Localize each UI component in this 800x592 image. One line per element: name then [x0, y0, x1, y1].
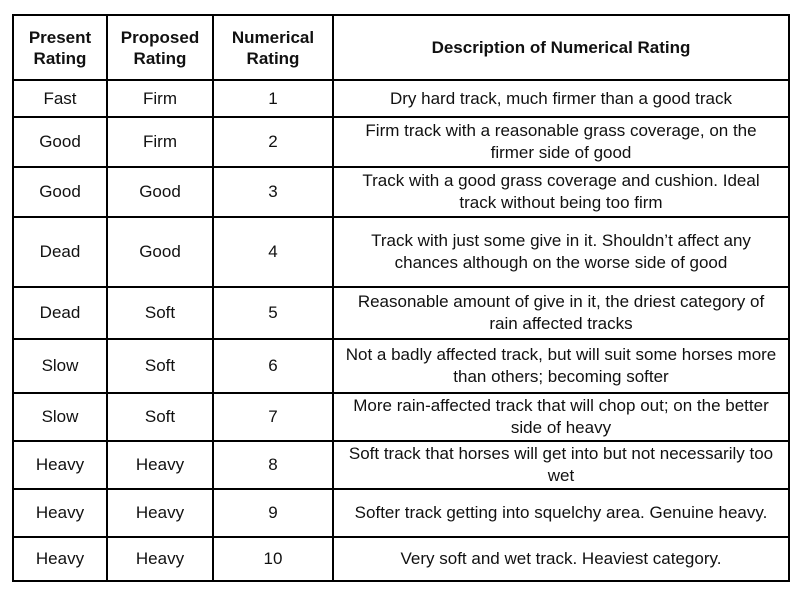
- track-rating-table: [12, 14, 790, 582]
- present-rating-cell: Good: [13, 117, 107, 167]
- description-cell: Very soft and wet track. Heaviest category.: [333, 537, 789, 581]
- table-row: [13, 167, 789, 217]
- table-row: [13, 393, 789, 441]
- table-row: [13, 117, 789, 167]
- numerical-rating-cell: 7: [213, 393, 333, 441]
- proposed-rating-cell: Heavy: [107, 441, 213, 489]
- proposed-rating-cell: Soft: [107, 393, 213, 441]
- description-cell: Track with just some give in it. Shouldn’t affect any chances although on the worse side of good: [333, 217, 789, 287]
- present-rating-cell: Dead: [13, 287, 107, 339]
- header-proposed-rating: Proposed Rating: [107, 15, 213, 80]
- present-rating-cell: Slow: [13, 339, 107, 393]
- numerical-rating-cell: 5: [213, 287, 333, 339]
- numerical-rating-cell: 8: [213, 441, 333, 489]
- numerical-rating-cell: 10: [213, 537, 333, 581]
- description-cell: Not a badly affected track, but will suit some horses more than others; becoming softer: [333, 339, 789, 393]
- numerical-rating-cell: 4: [213, 217, 333, 287]
- description-cell: Softer track getting into squelchy area. Genuine heavy.: [333, 489, 789, 537]
- proposed-rating-cell: Good: [107, 167, 213, 217]
- proposed-rating-cell: Soft: [107, 287, 213, 339]
- present-rating-cell: Good: [13, 167, 107, 217]
- numerical-rating-cell: 3: [213, 167, 333, 217]
- table-row: [13, 537, 789, 581]
- numerical-rating-cell: 6: [213, 339, 333, 393]
- present-rating-cell: Dead: [13, 217, 107, 287]
- proposed-rating-cell: Soft: [107, 339, 213, 393]
- description-cell: Track with a good grass coverage and cushion. Ideal track without being too firm: [333, 167, 789, 217]
- header-description: Description of Numerical Rating: [333, 15, 789, 80]
- table-row: [13, 339, 789, 393]
- proposed-rating-cell: Heavy: [107, 489, 213, 537]
- numerical-rating-cell: 9: [213, 489, 333, 537]
- present-rating-cell: Slow: [13, 393, 107, 441]
- table-row: [13, 80, 789, 117]
- description-cell: More rain-affected track that will chop out; on the better side of heavy: [333, 393, 789, 441]
- proposed-rating-cell: Heavy: [107, 537, 213, 581]
- description-cell: Reasonable amount of give in it, the driest category of rain affected tracks: [333, 287, 789, 339]
- description-cell: Firm track with a reasonable grass coverage, on the firmer side of good: [333, 117, 789, 167]
- numerical-rating-cell: 1: [213, 80, 333, 117]
- present-rating-cell: Heavy: [13, 441, 107, 489]
- proposed-rating-cell: Firm: [107, 117, 213, 167]
- description-cell: Soft track that horses will get into but not necessarily too wet: [333, 441, 789, 489]
- present-rating-cell: Fast: [13, 80, 107, 117]
- description-cell: Dry hard track, much firmer than a good track: [333, 80, 789, 117]
- header-present-rating: Present Rating: [13, 15, 107, 80]
- header-row: [13, 15, 789, 80]
- header-numerical-rating: Numerical Rating: [213, 15, 333, 80]
- table-row: [13, 441, 789, 489]
- table-row: [13, 287, 789, 339]
- table-row: [13, 217, 789, 287]
- proposed-rating-cell: Firm: [107, 80, 213, 117]
- proposed-rating-cell: Good: [107, 217, 213, 287]
- present-rating-cell: Heavy: [13, 489, 107, 537]
- table-row: [13, 489, 789, 537]
- present-rating-cell: Heavy: [13, 537, 107, 581]
- numerical-rating-cell: 2: [213, 117, 333, 167]
